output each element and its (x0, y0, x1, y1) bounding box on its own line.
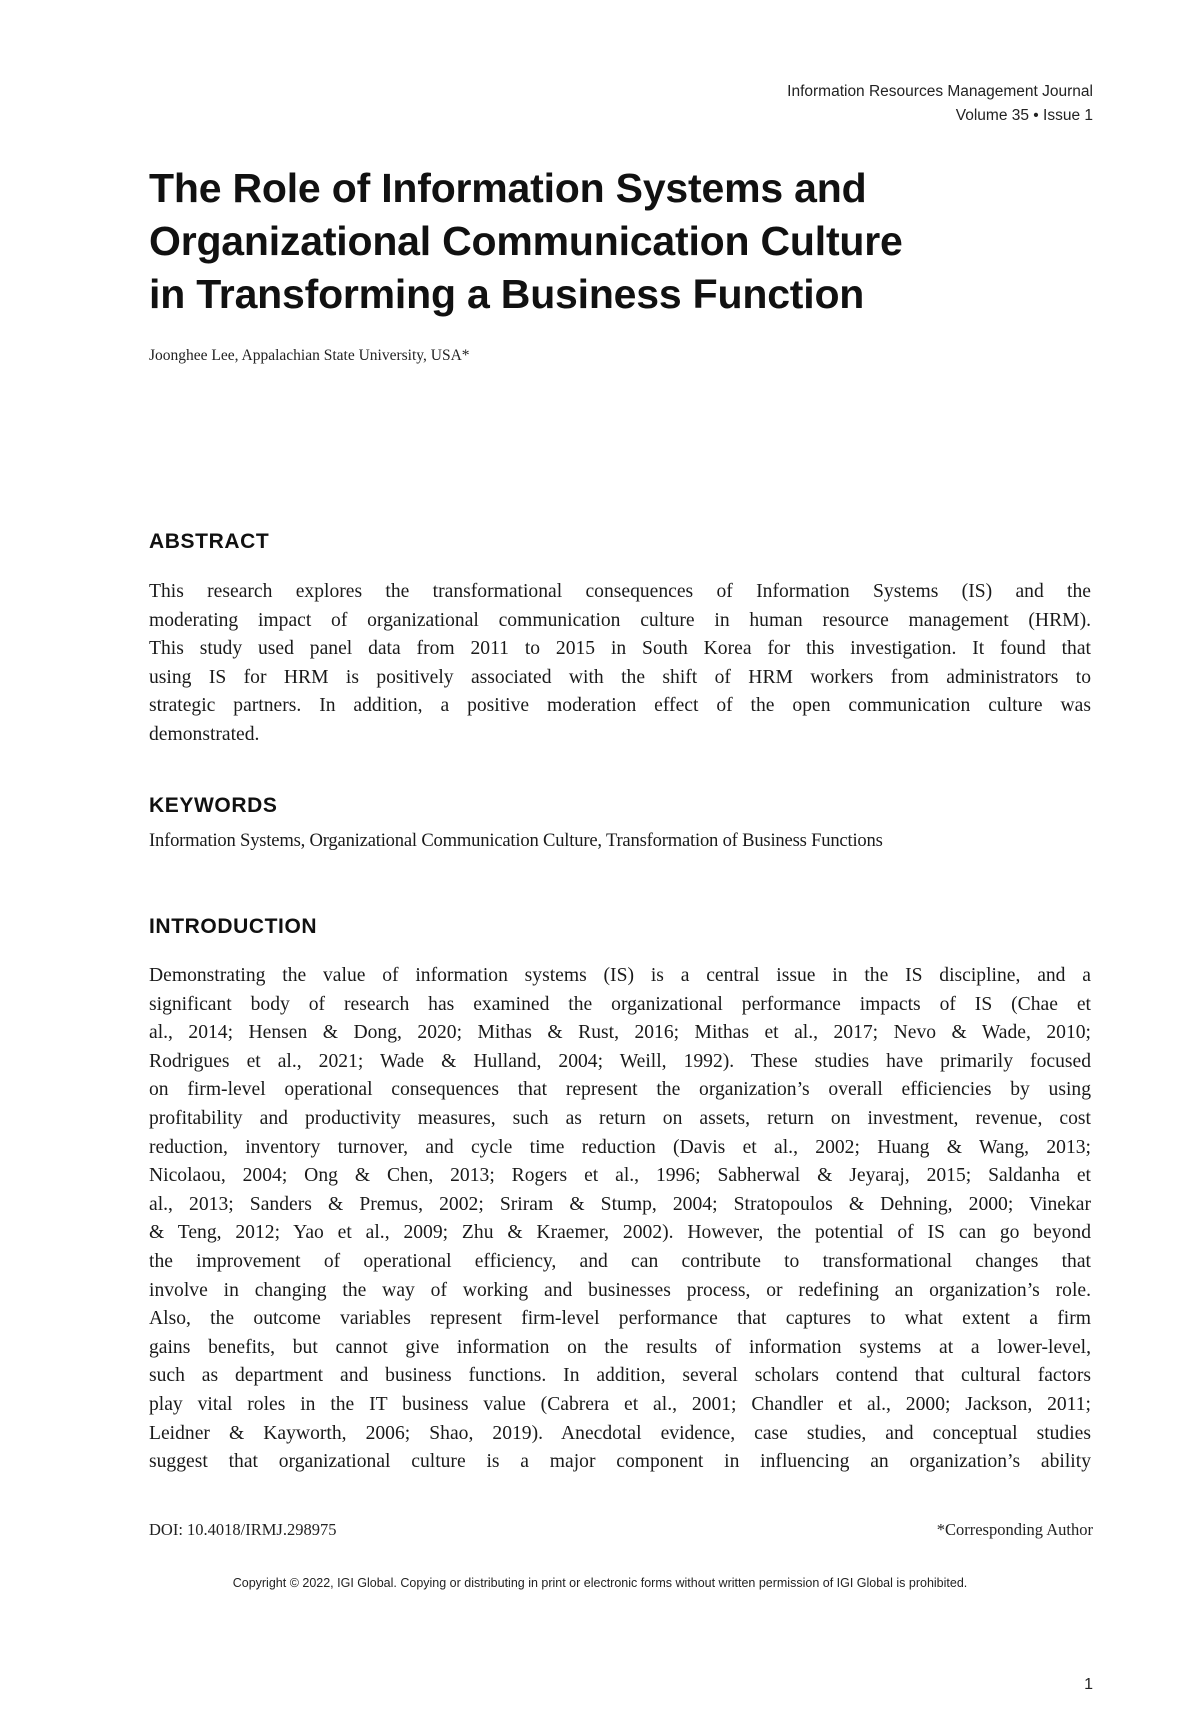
intro-line: Rodrigues et al., 2021; Wade & Hulland, 2004; Weill, 1992). These studies have primarily focused (149, 1050, 1091, 1072)
intro-line: Also, the outcome variables represent firm-level performance that captures to what extent a firm (149, 1308, 1091, 1330)
intro-line: reduction, inventory turnover, and cycle time reduction (Davis et al., 2002; Huang & Wang, 2013; (149, 1136, 1091, 1158)
title-line: Organizational Communication Culture (149, 218, 903, 264)
intro-line: gains benefits, but cannot give information on the results of information systems at a lower-level, (149, 1336, 1091, 1358)
intro-line: significant body of research has examined the organizational performance impacts of IS (Chae et (149, 993, 1091, 1015)
intro-line: suggest that organizational culture is a major component in influencing an organization’s ability (149, 1451, 1091, 1473)
intro-line: al., 2013; Sanders & Premus, 2002; Sriram & Stump, 2004; Stratopoulos & Dehning, 2000; Vinekar (149, 1193, 1091, 1215)
keywords-list: Information Systems, Organizational Communication Culture, Transformation of Business Functions (149, 830, 883, 851)
intro-line: involve in changing the way of working and businesses process, or redefining an organization’s role. (149, 1279, 1091, 1301)
intro-line: Demonstrating the value of information systems (IS) is a central issue in the IS discipline, and a (149, 965, 1091, 986)
page-number: 1 (1084, 1676, 1093, 1693)
abstract-line: using IS for HRM is positively associated with the shift of HRM workers from administrators to (149, 666, 1091, 688)
intro-line: play vital roles in the IT business value (Cabrera et al., 2001; Chandler et al., 2000; Jackson, 2011; (149, 1393, 1091, 1415)
intro-line: Leidner & Kayworth, 2006; Shao, 2019). Anecdotal evidence, case studies, and conceptual studies (149, 1422, 1091, 1444)
intro-line: al., 2014; Hensen & Dong, 2020; Mithas & Rust, 2016; Mithas et al., 2017; Nevo & Wade, 2010; (149, 1022, 1091, 1044)
keywords-heading: KEYWORDS (149, 794, 278, 817)
article-title (149, 162, 1109, 321)
intro-line: the improvement of operational efficiency, and can contribute to transformational changes that (149, 1250, 1091, 1272)
abstract-line: strategic partners. In addition, a positive moderation effect of the open communication culture was (149, 695, 1091, 717)
intro-line: on firm-level operational consequences that represent the organization’s overall efficiencies by using (149, 1079, 1091, 1101)
abstract-line: demonstrated. (149, 723, 260, 745)
title-line: in Transforming a Business Function (149, 271, 865, 317)
abstract-text (149, 578, 1091, 750)
title-line: The Role of Information Systems and (149, 165, 867, 211)
introduction-heading: INTRODUCTION (149, 915, 318, 938)
author-affiliation: Joonghee Lee, Appalachian State University, USA* (149, 347, 470, 364)
copyright-notice: Copyright © 2022, IGI Global. Copying or distributing in print or electronic forms without written permission of IGI Global is prohibited. (232, 1576, 968, 1590)
doi: DOI: 10.4018/IRMJ.298975 (149, 1520, 337, 1539)
corresponding-author-note: *Corresponding Author (936, 1520, 1093, 1539)
abstract-line: This research explores the transformational consequences of Information Systems (IS) and the (149, 581, 1091, 602)
volume-issue: Volume 35 • Issue 1 (955, 107, 1093, 124)
abstract-line: moderating impact of organizational communication culture in human resource management (HRM). (149, 609, 1091, 631)
intro-line: such as department and business functions. In addition, several scholars contend that cultural factors (149, 1365, 1091, 1387)
introduction-text (149, 962, 1091, 1477)
intro-line: profitability and productivity measures, such as return on assets, return on investment, revenue, cost (149, 1107, 1091, 1129)
abstract-line: This study used panel data from 2011 to 2015 in South Korea for this investigation. It found that (149, 638, 1091, 660)
journal-header (787, 80, 1093, 128)
intro-line: & Teng, 2012; Yao et al., 2009; Zhu & Kraemer, 2002). However, the potential of IS can go beyond (149, 1222, 1091, 1244)
journal-name: Information Resources Management Journal (787, 83, 1093, 100)
abstract-heading: ABSTRACT (149, 530, 270, 553)
intro-line: Nicolaou, 2004; Ong & Chen, 2013; Rogers et al., 1996; Sabherwal & Jeyaraj, 2015; Saldanha et (149, 1165, 1091, 1187)
